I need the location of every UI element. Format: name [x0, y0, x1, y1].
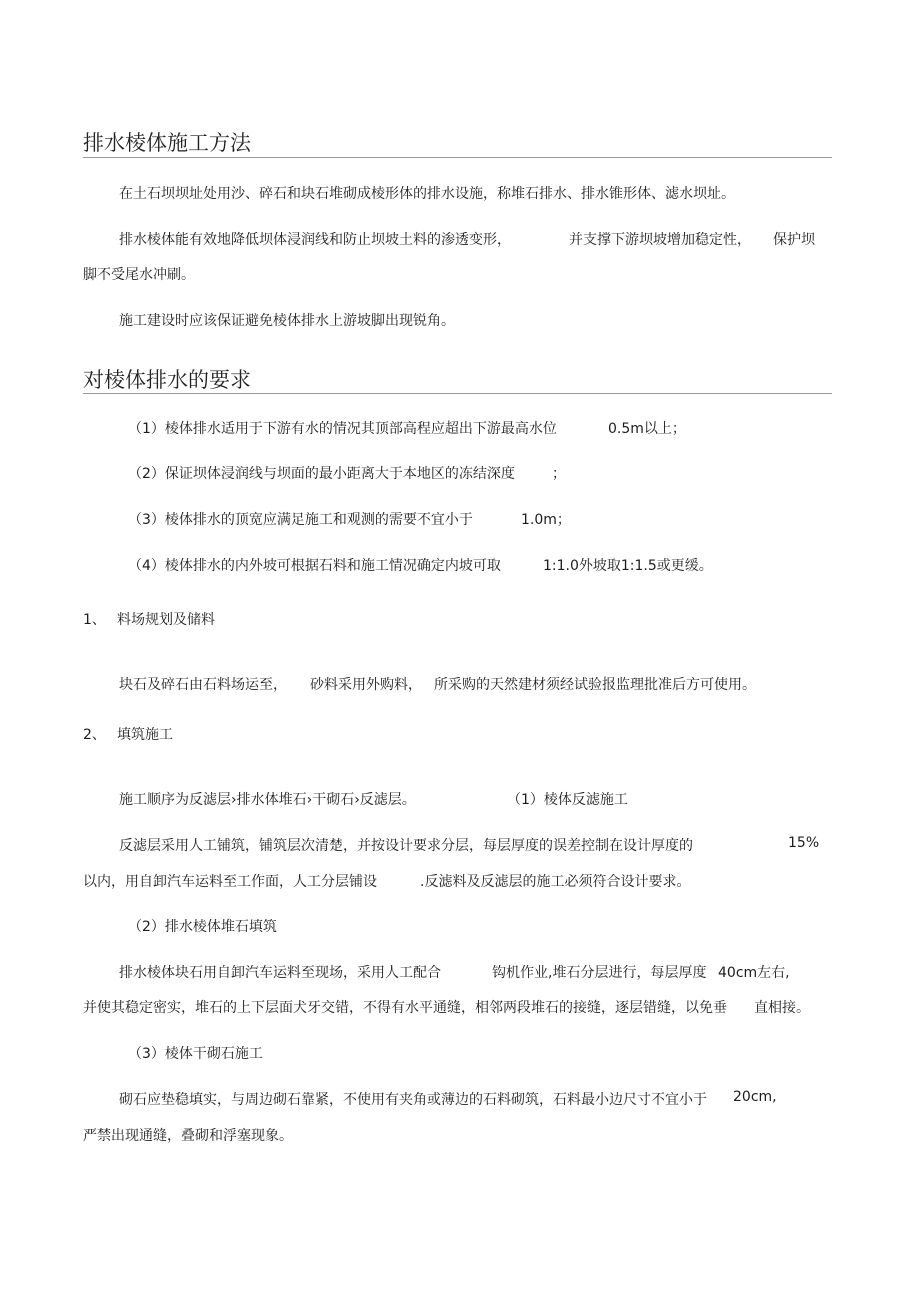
paragraph: 施工建设时应该保证避免棱体排水上游坡脚出现锐角。 — [119, 313, 455, 329]
requirement-item: （1）棱体排水适用于下游有水的情况其顶部高程应超出下游最高水位 — [128, 421, 557, 437]
requirement-value: ； — [552, 466, 566, 482]
paragraph-value: 20cm, — [733, 1089, 777, 1105]
paragraph-text: 施工顺序为反滤层›排水体堆石›干砌石›反滤层。 — [119, 792, 416, 808]
paragraph-text: 保护坝 — [773, 232, 815, 248]
item-number: 2、 — [83, 727, 106, 743]
item-title-material-yard: 料场规划及储料 — [117, 612, 215, 628]
paragraph: 在土石坝坝址处用沙、碎石和块石堆砌成棱形体的排水设施，称堆石排水、排水锥形体、滤水坝址。 — [119, 186, 735, 202]
section-title-drainage-method: 排水棱体施工方法 — [83, 131, 251, 155]
paragraph-text: 块石及碎石由石料场运至， — [119, 677, 287, 693]
subheading: （2）排水棱体堆石填筑 — [128, 919, 277, 935]
paragraph-text: 排水棱体块石用自卸汽车运料至现场，采用人工配合 — [119, 965, 441, 981]
title-rule — [83, 157, 832, 158]
requirement-item: （2）保证坝体浸润线与坝面的最小距离大于本地区的冻结深度 — [128, 466, 515, 482]
paragraph-text: 直相接。 — [754, 1000, 810, 1016]
title-rule — [83, 393, 832, 394]
requirement-item: （3）棱体排水的顶宽应满足施工和观测的需要不宜小于 — [128, 512, 473, 528]
paragraph-text: 钩机作业,堆石分层进行，每层厚度 — [492, 965, 707, 981]
paragraph-value: 40cm左右, — [718, 965, 790, 981]
requirement-value: 0.5m以上； — [608, 421, 686, 437]
item-number: 1、 — [83, 612, 106, 628]
paragraph-text: 所采购的天然建材须经试验报监理批准后方可使用。 — [434, 677, 756, 693]
subheading: （3）棱体干砌石施工 — [128, 1046, 263, 1062]
paragraph-text: 排水棱体能有效地降低坝体浸润线和防止坝坡土料的渗透变形， — [119, 232, 511, 248]
requirement-item: （4）棱体排水的内外坡可根据石料和施工情况确定内坡可取 — [128, 558, 501, 574]
paragraph-value: 15% — [788, 835, 820, 851]
requirement-value: 1:1.0外坡取1:1.5或更缓。 — [543, 558, 713, 574]
paragraph-text: .反滤料及反滤层的施工必须符合设计要求。 — [420, 874, 691, 890]
paragraph-text: 并使其稳定密实，堆石的上下层面犬牙交错，不得有水平通缝，相邻两段堆石的接缝，逐层错缝，以免垂 — [83, 1000, 727, 1016]
section-title-requirements: 对棱体排水的要求 — [83, 368, 251, 392]
paragraph-text: 以内，用自卸汽车运料至工作面，人工分层铺设 — [83, 874, 377, 890]
subheading: （1）棱体反滤施工 — [507, 792, 628, 808]
paragraph-text: 严禁出现通缝，叠砌和浮塞现象。 — [83, 1128, 293, 1144]
item-title-filling: 填筑施工 — [117, 727, 173, 743]
paragraph-text: 反滤层采用人工铺筑，铺筑层次清楚，并按设计要求分层，每层厚度的误差控制在设计厚度的 — [119, 838, 693, 854]
paragraph-text: 砌石应垫稳填实，与周边砌石靠紧，不使用有夹角或薄边的石料砌筑，石料最小边尺寸不宜小于 — [119, 1092, 707, 1108]
paragraph-text: 砂料采用外购料， — [310, 677, 422, 693]
requirement-value: 1.0m； — [521, 512, 571, 528]
paragraph-text: 并支撑下游坝坡增加稳定性， — [569, 232, 751, 248]
paragraph-text: 脚不受尾水冲刷。 — [83, 267, 195, 283]
